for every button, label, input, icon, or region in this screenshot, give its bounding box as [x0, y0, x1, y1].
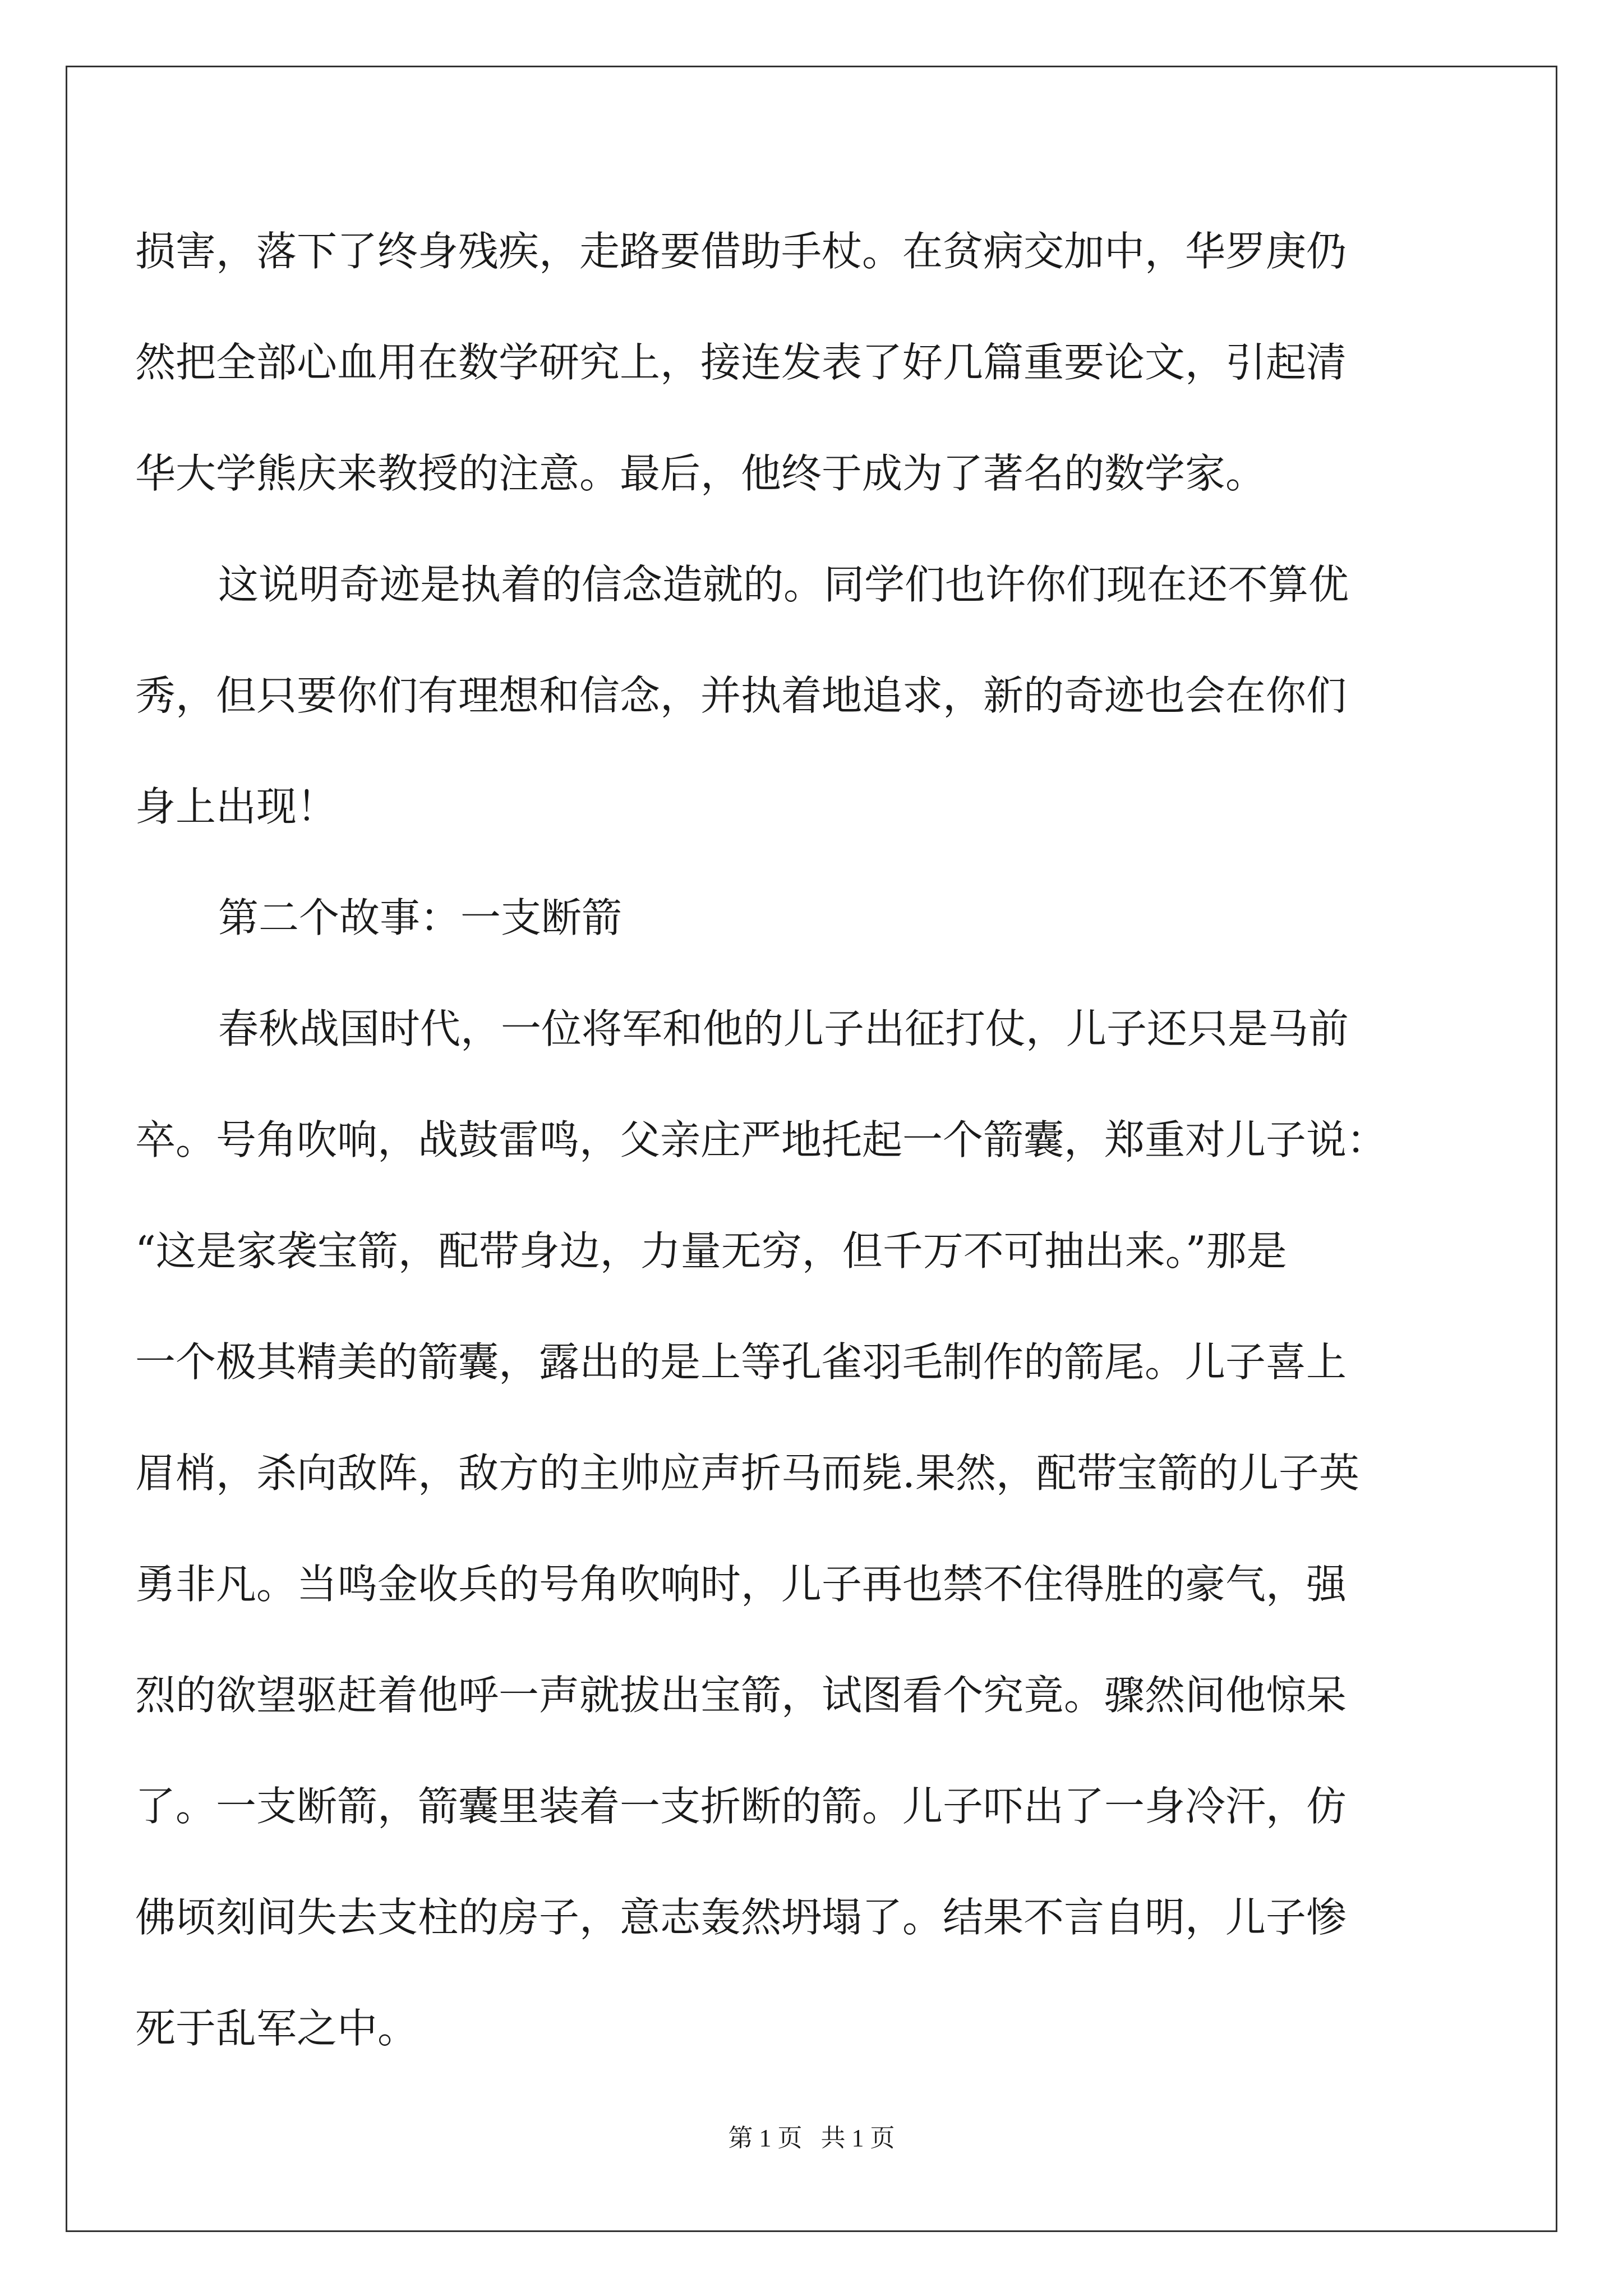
- text-line: 佛顷刻间失去支柱的房子，意志轰然坍塌了。结果不言自明，儿子惨: [135, 1894, 1347, 1941]
- text-line: 了。一支断箭，箭囊里装着一支折断的箭。儿子吓出了一身冷汗，仿: [135, 1783, 1347, 1830]
- text-line: 一个极其精美的箭囊，露出的是上等孔雀羽毛制作的箭尾。儿子喜上: [135, 1338, 1347, 1386]
- paragraph-start-line: 春秋战国时代，一位将军和他的儿子出征打仗，儿子还只是马前: [218, 1005, 1349, 1052]
- text-line: 损害，落下了终身残疾，走路要借助手杖。在贫病交加中，华罗庚仍: [135, 228, 1347, 275]
- text-line: 眉梢，杀向敌阵，敌方的主帅应声折马而毙.果然，配带宝箭的儿子英: [135, 1450, 1359, 1497]
- text-line: 华大学熊庆来教授的注意。最后，他终于成为了著名的数学家。: [135, 450, 1266, 497]
- text-line: 死于乱军之中。: [135, 2005, 418, 2052]
- text-line: “这是家袭宝箭，配带身边，力量无穷，但千万不可抽出来。”那是: [135, 1227, 1287, 1274]
- paragraph-start-line: 这说明奇迹是执着的信念造就的。同学们也许你们现在还不算优: [218, 561, 1349, 608]
- text-line: 秀，但只要你们有理想和信念，并执着地追求，新的奇迹也会在你们: [135, 672, 1347, 719]
- page-number-footer: 第 1 页 共 1 页: [728, 2124, 895, 2152]
- text-line: 烈的欲望驱赶着他呼一声就拔出宝箭，试图看个究竟。骤然间他惊呆: [135, 1672, 1347, 1719]
- story-heading: 第二个故事：一支断箭: [218, 894, 623, 941]
- text-line: 然把全部心血用在数学研究上，接连发表了好几篇重要论文，引起清: [135, 339, 1347, 386]
- text-line: 卒。号角吹响，战鼓雷鸣，父亲庄严地托起一个箭囊，郑重对儿子说：: [135, 1116, 1387, 1163]
- text-line: 身上出现！: [135, 783, 338, 830]
- text-line: 勇非凡。当鸣金收兵的号角吹响时，儿子再也禁不住得胜的豪气，强: [135, 1561, 1347, 1608]
